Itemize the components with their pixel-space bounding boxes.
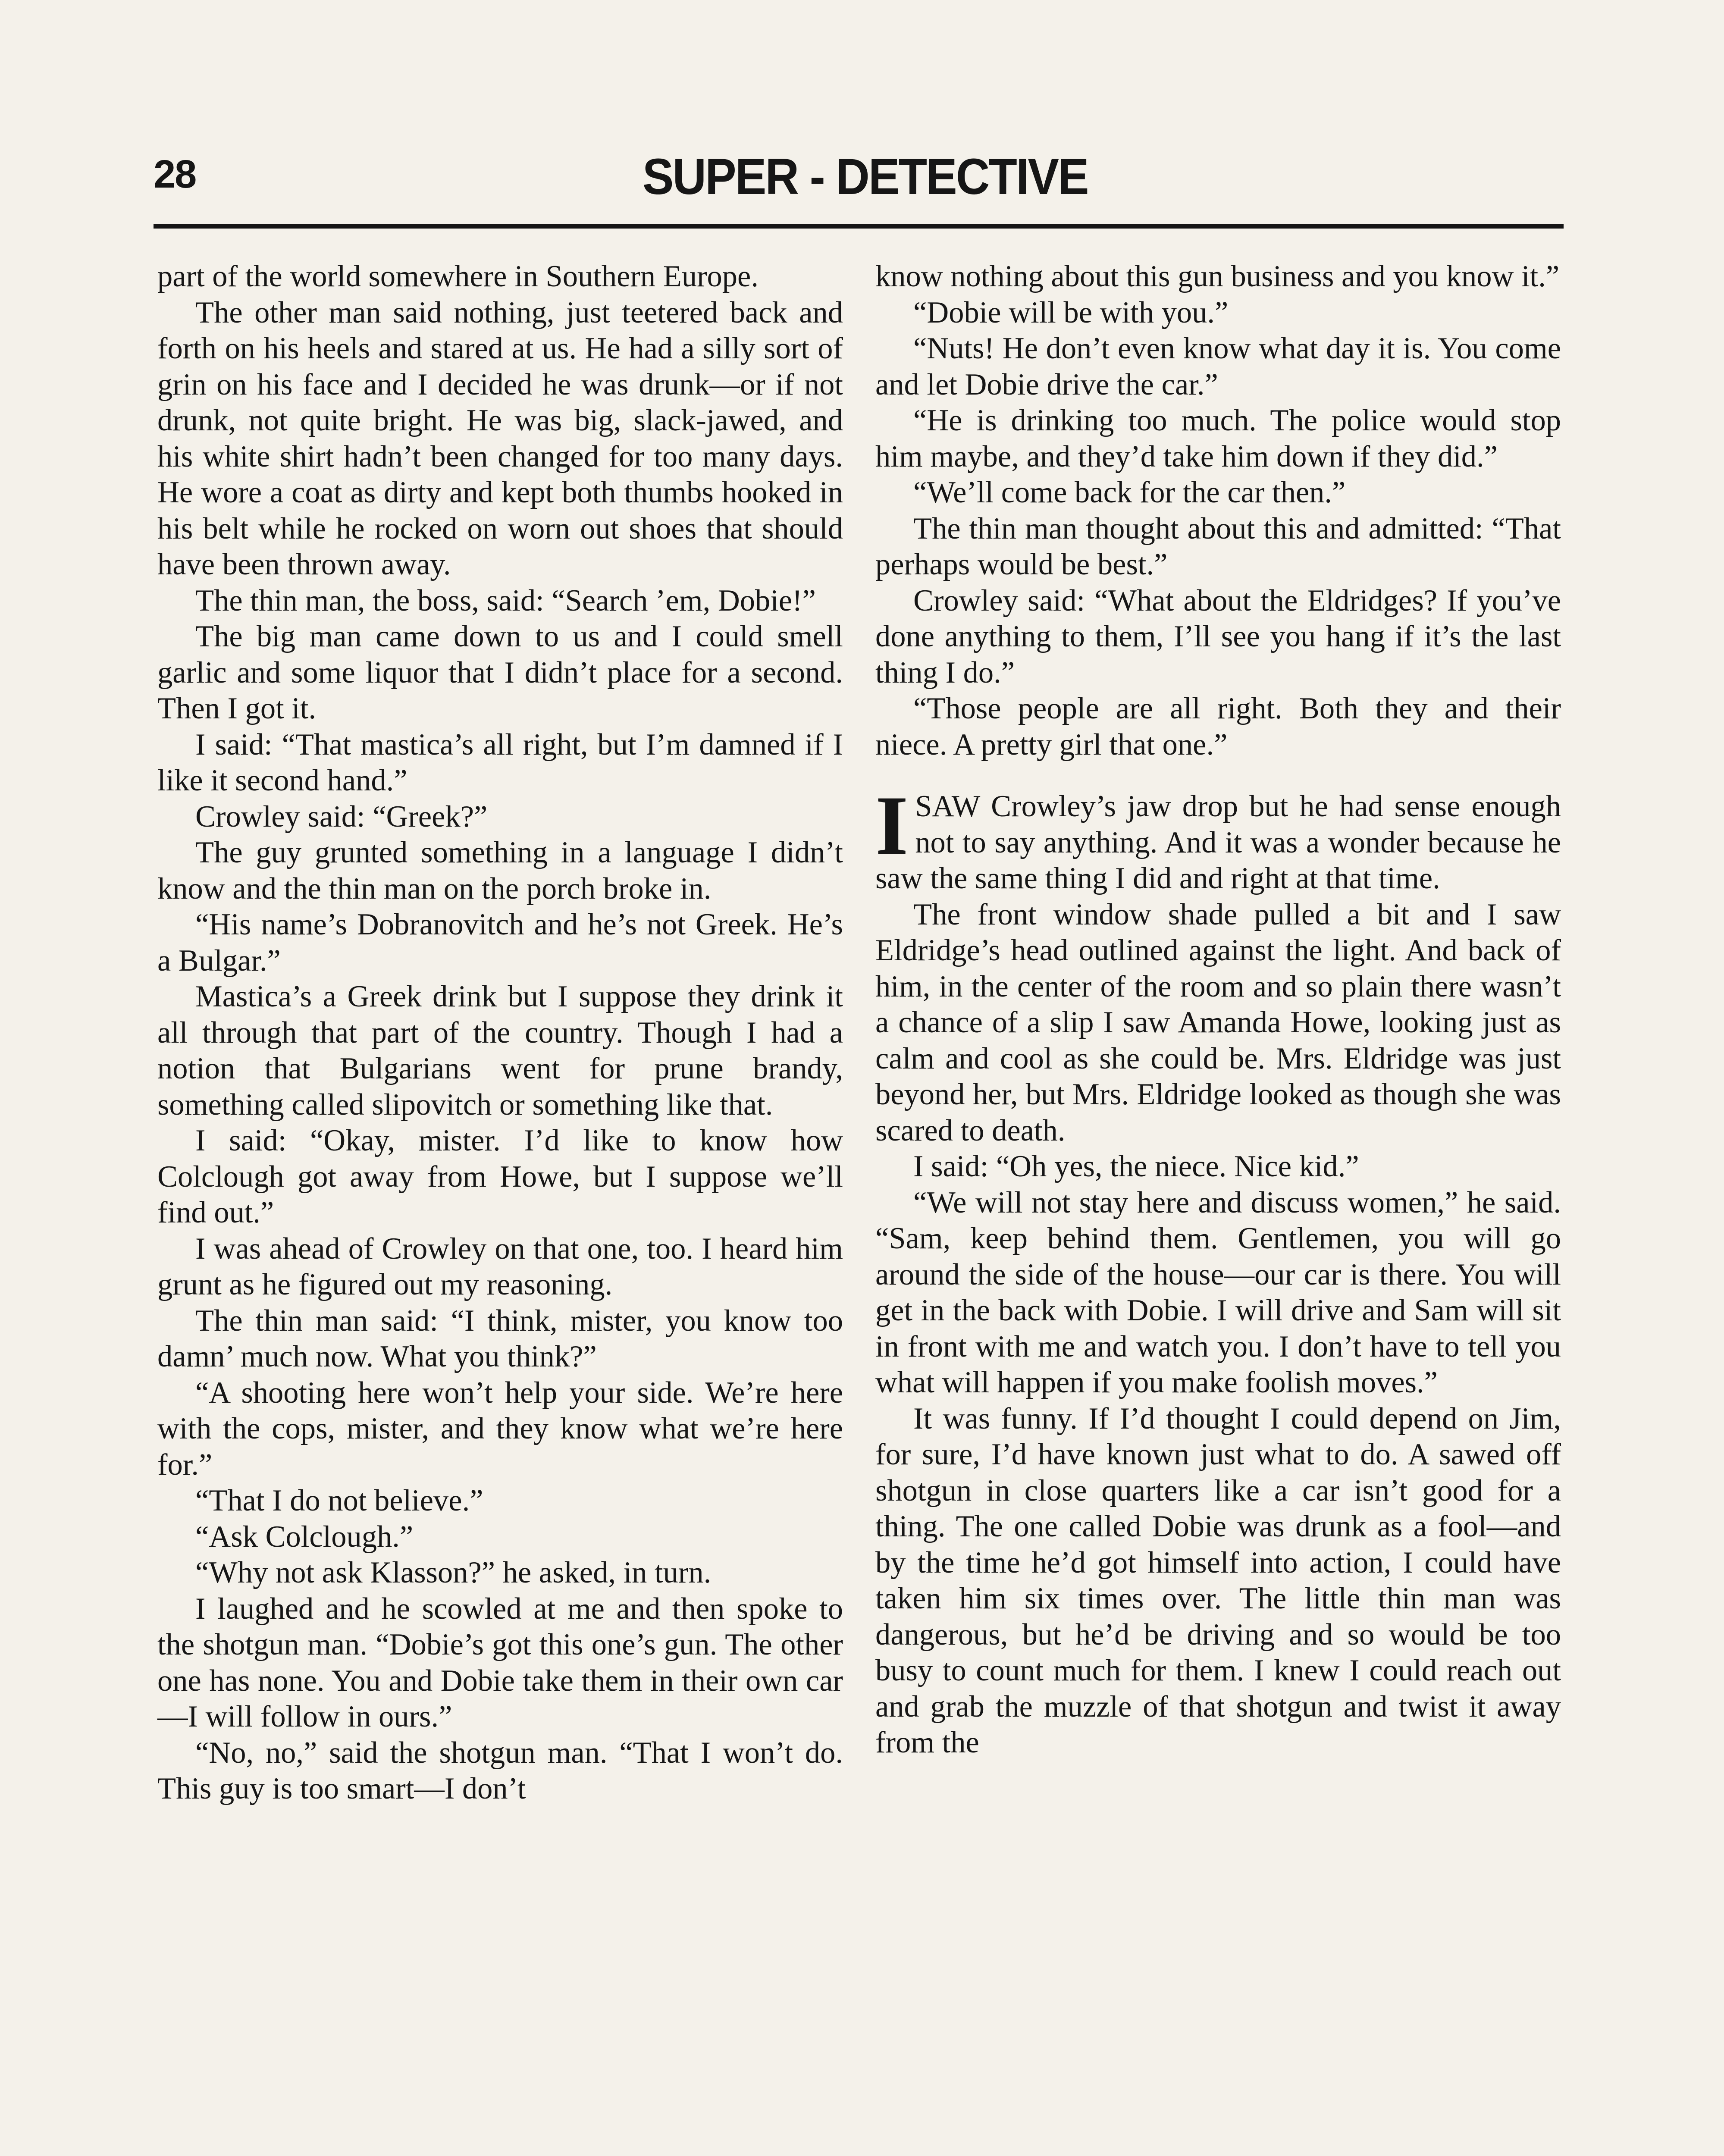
running-head-title: SUPER - DETECTIVE <box>643 148 1088 205</box>
dropcap-paragraph <box>875 779 1561 897</box>
right-column <box>875 259 1561 1761</box>
paragraph: “Why not ask Klasson?” he asked, in turn. <box>195 1556 712 1589</box>
paragraph: know nothing about this gun business and you know it.” <box>875 260 1560 293</box>
paragraph: Crowley said: “Greek?” <box>195 799 488 834</box>
paragraph: I was ahead of Crowley on that one, too. I heard him grunt as he figured out my reasoning. <box>157 1232 843 1301</box>
header-rule <box>154 224 1564 229</box>
paragraph: The thin man said: “I think, mister, you know too damn’ much now. What you think?” <box>157 1304 843 1373</box>
paragraph: “We will not stay here and discuss women,” he said. “Sam, keep behind them. Gentlemen, you will go around the side of the house—our car is there. You will get in the back with Dobie. I will drive and Sam will sit in front with me and watch you. I don’t have to tell you what will happen if you make foolish moves.” <box>875 1185 1561 1399</box>
paragraph: The guy grunted something in a language I didn’t know and the thin man on the porch broke in. <box>157 836 843 906</box>
left-column <box>157 259 843 1807</box>
paragraph: The thin man, the boss, said: “Search ’em, Dobie!” <box>195 583 816 617</box>
paragraph: “His name’s Dobranovitch and he’s not Greek. He’s a Bulgar.” <box>157 908 843 978</box>
paragraph: The thin man thought about this and admitted: “That perhaps would be best.” <box>875 511 1561 581</box>
paragraph: part of the world somewhere in Southern Europe. <box>157 260 759 293</box>
page-header <box>151 142 1570 216</box>
paragraph: The big man came down to us and I could smell garlic and some liquor that I didn’t place for a second. Then I got it. <box>157 620 843 725</box>
paragraph: “Those people are all right. Both they and their niece. A pretty girl that one.” <box>875 692 1561 761</box>
paragraph: I said: “That mastica’s all right, but I’m damned if I like it second hand.” <box>157 727 843 797</box>
paragraph: The other man said nothing, just teetered back and forth on his heels and stared at us. He had a silly sort of grin on his face and I decided he was drunk—or if not drunk, not quite bright. He was big, slack-jawed, and his white shirt hadn’t been changed for too many days. He wore a coat as dirty and kept both thumbs hooked in his belt while he rocked on worn out shoes that should have been thrown away. <box>157 295 843 581</box>
drop-cap: I <box>875 779 909 872</box>
paragraph: “A shooting here won’t help your side. We’re here with the cops, mister, and they know what we’re here for.” <box>157 1376 843 1482</box>
paragraph: “He is drinking too much. The police would stop him maybe, and they’d take him down if they did.” <box>875 404 1561 473</box>
page-number: 28 <box>154 152 196 196</box>
paragraph: “That I do not believe.” <box>195 1484 483 1517</box>
paragraph: Mastica’s a Greek drink but I suppose they drink it all through that part of the country. Though I had a notion that Bulgarians went for prune brandy, something called slipovitch or something like that. <box>157 980 843 1122</box>
paragraph: It was funny. If I’d thought I could depend on Jim, for sure, I’d have known just what to do. A sawed off shotgun in close quarters like a car isn’t good for a thing. The one called Dobie was drunk as a fool—and by the time he’d got himself into action, I could have taken him six times over. The little thin man was dangerous, but he’d be driving and so would be too busy to count much for them. I knew I could reach out and grab the muzzle of that shotgun and twist it away from the <box>875 1401 1561 1759</box>
paragraph: I said: “Okay, mister. I’d like to know how Colclough got away from Howe, but I suppose we’ll find out.” <box>157 1124 843 1229</box>
dropcap-paragraph-text: SAW Crowley’s jaw drop but he had sense enough not to say anything. And it was a wonder because he saw the same thing I did and right at that time. <box>875 790 1561 895</box>
paragraph: “Dobie will be with you.” <box>913 295 1229 329</box>
paragraph: “We’ll come back for the car then.” <box>913 476 1346 509</box>
section-break <box>875 763 1561 789</box>
paragraph: I laughed and he scowled at me and then spoke to the shotgun man. “Dobie’s got this one’s gun. The other one has none. You and Dobie take them in their own car—I will follow in ours.” <box>157 1592 843 1733</box>
paragraph: I said: “Oh yes, the niece. Nice kid.” <box>913 1150 1359 1183</box>
paragraph: “No, no,” said the shotgun man. “That I won’t do. This guy is too smart—I don’t <box>157 1736 843 1805</box>
paragraph: Crowley said: “What about the Eldridges? If you’ve done anything to them, I’ll see you hang if it’s the last thing I do.” <box>875 583 1561 689</box>
paragraph: The front window shade pulled a bit and I saw Eldridge’s head outlined against the light. And back of him, in the center of the room and so plain there wasn’t a chance of a slip I saw Amanda Howe, looking just as calm and cool as she could be. Mrs. Eldridge was just beyond her, but Mrs. Eldridge looked as though she was scared to death. <box>875 897 1561 1147</box>
paragraph: “Nuts! He don’t even know what day it is. You come and let Dobie drive the car.” <box>875 332 1561 401</box>
paragraph: “Ask Colclough.” <box>195 1520 414 1554</box>
